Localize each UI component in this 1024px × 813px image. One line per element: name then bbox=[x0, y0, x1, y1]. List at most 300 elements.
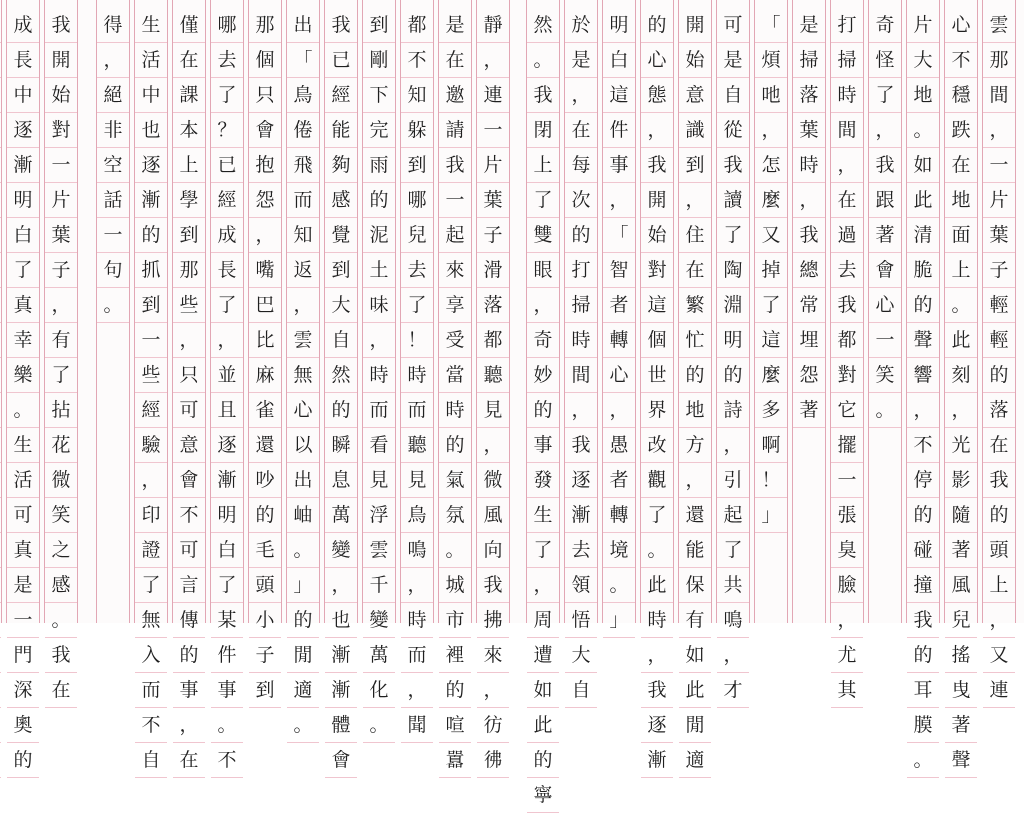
text-cell: ， bbox=[477, 43, 509, 78]
text-cell: 吵 bbox=[249, 463, 281, 498]
text-column bbox=[754, 0, 788, 623]
text-cell: 」 bbox=[287, 568, 319, 603]
text-cell bbox=[0, 743, 1, 778]
text-cell: 此 bbox=[945, 323, 977, 358]
text-cell: 有 bbox=[45, 323, 77, 358]
text-cell: 轉 bbox=[603, 323, 635, 358]
text-cell: 而 bbox=[401, 638, 433, 673]
text-cell: 。 bbox=[945, 288, 977, 323]
text-cell: 埋 bbox=[793, 323, 825, 358]
text-cell: 停 bbox=[907, 463, 939, 498]
text-cell: 然 bbox=[325, 358, 357, 393]
text-cell: 享 bbox=[439, 288, 471, 323]
text-cell: 的 bbox=[135, 218, 167, 253]
text-cell: 言 bbox=[173, 568, 205, 603]
text-cell: 長 bbox=[211, 253, 243, 288]
text-cell: 不 bbox=[907, 428, 939, 463]
text-cell: 煩 bbox=[755, 43, 787, 78]
text-cell: 到 bbox=[249, 673, 281, 708]
text-cell: 起 bbox=[439, 218, 471, 253]
text-cell bbox=[0, 218, 1, 253]
text-cell: 且 bbox=[211, 393, 243, 428]
text-cell: 奇 bbox=[527, 323, 559, 358]
text-cell: 的 bbox=[907, 288, 939, 323]
text-column bbox=[830, 0, 864, 701]
text-column bbox=[248, 0, 282, 701]
text-cell: 風 bbox=[945, 568, 977, 603]
text-cell: 些 bbox=[173, 288, 205, 323]
text-cell: 而 bbox=[363, 393, 395, 428]
text-cell: 去 bbox=[831, 253, 863, 288]
text-cell: 到 bbox=[401, 148, 433, 183]
text-cell: 識 bbox=[679, 113, 711, 148]
text-cell: 大 bbox=[565, 638, 597, 673]
text-cell: 擺 bbox=[831, 428, 863, 463]
text-cell: 共 bbox=[717, 568, 749, 603]
text-cell: 我 bbox=[325, 8, 357, 43]
text-cell: 學 bbox=[173, 183, 205, 218]
text-cell: 我 bbox=[641, 673, 673, 708]
text-cell: 落 bbox=[793, 78, 825, 113]
text-cell: 的 bbox=[439, 428, 471, 463]
text-cell: 驗 bbox=[135, 428, 167, 463]
text-cell: ， bbox=[831, 603, 863, 638]
text-cell: 覺 bbox=[325, 218, 357, 253]
text-cell: 到 bbox=[325, 253, 357, 288]
text-cell: 非 bbox=[97, 113, 129, 148]
text-cell: 彿 bbox=[477, 743, 509, 778]
text-cell: 方 bbox=[679, 428, 711, 463]
text-cell: 事 bbox=[603, 148, 635, 183]
text-cell: 我 bbox=[907, 603, 939, 638]
text-cell: 有 bbox=[679, 603, 711, 638]
text-cell: 一 bbox=[477, 113, 509, 148]
text-cell: 掃 bbox=[793, 43, 825, 78]
text-cell: ， bbox=[603, 183, 635, 218]
text-cell: 我 bbox=[717, 148, 749, 183]
text-cell: 只 bbox=[173, 358, 205, 393]
text-cell: 而 bbox=[287, 183, 319, 218]
text-cell: 看 bbox=[363, 428, 395, 463]
text-cell: 雨 bbox=[363, 148, 395, 183]
text-cell: 聲 bbox=[945, 743, 977, 778]
text-cell: 的 bbox=[907, 498, 939, 533]
text-cell: 白 bbox=[7, 218, 39, 253]
text-cell: 是 bbox=[565, 43, 597, 78]
text-cell: 個 bbox=[249, 43, 281, 78]
text-cell: 樂 bbox=[7, 358, 39, 393]
text-cell: 地 bbox=[679, 393, 711, 428]
text-cell: 話 bbox=[97, 183, 129, 218]
text-cell: 的 bbox=[249, 498, 281, 533]
text-cell: 了 bbox=[7, 253, 39, 288]
text-cell: 悟 bbox=[565, 603, 597, 638]
text-cell: 大 bbox=[325, 288, 357, 323]
text-cell: 萬 bbox=[325, 498, 357, 533]
text-cell: ， bbox=[363, 323, 395, 358]
text-cell: 經 bbox=[135, 393, 167, 428]
text-cell: 的 bbox=[907, 638, 939, 673]
text-cell: ， bbox=[983, 603, 1015, 638]
text-cell bbox=[0, 183, 1, 218]
text-cell: 嘴 bbox=[249, 253, 281, 288]
text-cell: 飛 bbox=[287, 148, 319, 183]
text-cell: 了 bbox=[641, 498, 673, 533]
text-cell: 裡 bbox=[439, 638, 471, 673]
text-cell: 的 bbox=[439, 673, 471, 708]
text-cell: 某 bbox=[211, 603, 243, 638]
text-column bbox=[678, 0, 712, 771]
text-cell: ， bbox=[565, 78, 597, 113]
text-cell: 一 bbox=[97, 218, 129, 253]
text-cell: 息 bbox=[325, 463, 357, 498]
text-cell: 。 bbox=[439, 533, 471, 568]
text-cell: 發 bbox=[527, 463, 559, 498]
text-cell: 微 bbox=[477, 463, 509, 498]
text-cell: 片 bbox=[477, 148, 509, 183]
text-cell bbox=[0, 393, 1, 428]
text-cell: 是 bbox=[717, 43, 749, 78]
text-cell: ， bbox=[793, 183, 825, 218]
text-cell: 吔 bbox=[755, 78, 787, 113]
text-cell: 入 bbox=[135, 638, 167, 673]
text-cell: 還 bbox=[679, 498, 711, 533]
text-cell: 一 bbox=[135, 323, 167, 358]
text-cell: 影 bbox=[945, 463, 977, 498]
text-cell: 在 bbox=[945, 148, 977, 183]
text-cell: 妙 bbox=[527, 358, 559, 393]
text-column bbox=[400, 0, 434, 736]
text-cell: 而 bbox=[135, 673, 167, 708]
text-cell: 始 bbox=[45, 78, 77, 113]
text-cell: 開 bbox=[45, 43, 77, 78]
text-cell: 的 bbox=[717, 358, 749, 393]
text-cell: 不 bbox=[211, 743, 243, 778]
text-cell: 間 bbox=[565, 358, 597, 393]
text-cell: 掃 bbox=[831, 43, 863, 78]
text-cell: 了 bbox=[211, 288, 243, 323]
text-cell: 心 bbox=[287, 393, 319, 428]
text-cell: 而 bbox=[401, 393, 433, 428]
text-cell bbox=[0, 323, 1, 358]
text-cell: 啊 bbox=[755, 428, 787, 463]
text-cell: 響 bbox=[907, 358, 939, 393]
text-cell: ， bbox=[717, 428, 749, 463]
text-cell: 意 bbox=[679, 78, 711, 113]
text-cell: 到 bbox=[135, 288, 167, 323]
text-cell: ， bbox=[97, 43, 129, 78]
text-cell: ， bbox=[755, 113, 787, 148]
text-column bbox=[906, 0, 940, 771]
text-cell: 詩 bbox=[717, 393, 749, 428]
text-cell: 碰 bbox=[907, 533, 939, 568]
text-cell: 境 bbox=[603, 533, 635, 568]
text-cell: 抓 bbox=[135, 253, 167, 288]
text-cell: 事 bbox=[211, 673, 243, 708]
text-cell: 還 bbox=[249, 428, 281, 463]
text-cell: 件 bbox=[603, 113, 635, 148]
text-cell: 這 bbox=[641, 288, 673, 323]
text-cell: 笑 bbox=[869, 358, 901, 393]
text-cell: ， bbox=[907, 393, 939, 428]
text-cell: 。 bbox=[45, 603, 77, 638]
text-cell: 時 bbox=[401, 358, 433, 393]
text-cell: 光 bbox=[945, 428, 977, 463]
text-cell: 者 bbox=[603, 463, 635, 498]
text-cell bbox=[0, 43, 1, 78]
text-cell: 一 bbox=[45, 148, 77, 183]
text-cell: 打 bbox=[565, 253, 597, 288]
text-cell: 巴 bbox=[249, 288, 281, 323]
text-cell: ， bbox=[603, 393, 635, 428]
text-cell: ！ bbox=[755, 463, 787, 498]
text-cell: 。 bbox=[7, 393, 39, 428]
text-cell: 始 bbox=[641, 218, 673, 253]
text-cell: 輕 bbox=[983, 288, 1015, 323]
text-cell: ， bbox=[287, 288, 319, 323]
text-cell: 奧 bbox=[7, 708, 39, 743]
text-cell: 我 bbox=[869, 148, 901, 183]
text-cell: 時 bbox=[641, 603, 673, 638]
text-cell: 我 bbox=[641, 148, 673, 183]
text-cell: 一 bbox=[831, 463, 863, 498]
text-cell: ， bbox=[641, 113, 673, 148]
text-cell: 我 bbox=[831, 288, 863, 323]
text-cell: 明 bbox=[7, 183, 39, 218]
text-cell: 感 bbox=[45, 568, 77, 603]
text-cell: 白 bbox=[211, 533, 243, 568]
text-cell: 靜 bbox=[477, 8, 509, 43]
text-column bbox=[6, 0, 40, 771]
text-cell: 撞 bbox=[907, 568, 939, 603]
text-cell: 怨 bbox=[249, 183, 281, 218]
text-cell: 去 bbox=[401, 253, 433, 288]
text-cell: 會 bbox=[325, 743, 357, 778]
text-cell: 開 bbox=[641, 183, 673, 218]
text-cell: 印 bbox=[135, 498, 167, 533]
text-cell: 對 bbox=[641, 253, 673, 288]
text-cell: 「 bbox=[603, 218, 635, 253]
text-cell: 繁 bbox=[679, 288, 711, 323]
text-cell: 清 bbox=[907, 218, 939, 253]
text-cell: 絕 bbox=[97, 78, 129, 113]
text-cell: 會 bbox=[249, 113, 281, 148]
text-cell: 市 bbox=[439, 603, 471, 638]
text-column bbox=[210, 0, 244, 771]
text-cell: 耳 bbox=[907, 673, 939, 708]
text-cell: 時 bbox=[363, 358, 395, 393]
text-cell: ， bbox=[565, 393, 597, 428]
text-cell: 」 bbox=[603, 603, 635, 638]
text-cell: 轉 bbox=[603, 498, 635, 533]
text-cell: 漸 bbox=[325, 673, 357, 708]
text-cell: 此 bbox=[641, 568, 673, 603]
text-cell: 是 bbox=[439, 8, 471, 43]
text-cell: 在 bbox=[45, 673, 77, 708]
text-cell: 片 bbox=[983, 183, 1015, 218]
text-cell: 笑 bbox=[45, 498, 77, 533]
text-cell: 。 bbox=[641, 533, 673, 568]
text-cell: 真 bbox=[7, 288, 39, 323]
text-cell: 落 bbox=[983, 393, 1015, 428]
text-cell: 適 bbox=[679, 743, 711, 778]
text-cell bbox=[0, 148, 1, 183]
text-cell: 只 bbox=[249, 78, 281, 113]
text-cell: 之 bbox=[45, 533, 77, 568]
text-cell: 逐 bbox=[641, 708, 673, 743]
text-cell: ， bbox=[679, 183, 711, 218]
text-cell: 可 bbox=[173, 393, 205, 428]
text-cell: 事 bbox=[527, 428, 559, 463]
text-cell: 見 bbox=[401, 463, 433, 498]
text-cell: 上 bbox=[945, 253, 977, 288]
text-cell: 尤 bbox=[831, 638, 863, 673]
text-cell: 滑 bbox=[477, 253, 509, 288]
text-cell: 跌 bbox=[945, 113, 977, 148]
text-cell: 不 bbox=[135, 708, 167, 743]
text-cell: 跟 bbox=[869, 183, 901, 218]
text-cell: 開 bbox=[679, 8, 711, 43]
text-cell: 怎 bbox=[755, 148, 787, 183]
text-cell: 脆 bbox=[907, 253, 939, 288]
text-cell: 到 bbox=[173, 218, 205, 253]
text-cell: 漸 bbox=[325, 638, 357, 673]
text-cell: 空 bbox=[97, 148, 129, 183]
text-cell: 當 bbox=[439, 358, 471, 393]
text-cell: 自 bbox=[325, 323, 357, 358]
text-cell: 忙 bbox=[679, 323, 711, 358]
text-cell: 心 bbox=[945, 8, 977, 43]
text-cell: 上 bbox=[173, 148, 205, 183]
text-cell: 出 bbox=[287, 463, 319, 498]
text-cell: 中 bbox=[7, 78, 39, 113]
text-cell: 囂 bbox=[439, 743, 471, 778]
text-column bbox=[982, 0, 1016, 701]
text-cell: ， bbox=[249, 218, 281, 253]
text-cell: 界 bbox=[641, 393, 673, 428]
text-cell: 對 bbox=[831, 358, 863, 393]
text-cell: 。 bbox=[287, 533, 319, 568]
text-cell: 葉 bbox=[477, 183, 509, 218]
text-cell: 才 bbox=[717, 673, 749, 708]
text-column bbox=[362, 0, 396, 736]
text-cell: 智 bbox=[603, 253, 635, 288]
text-cell: 幸 bbox=[7, 323, 39, 358]
text-cell: 風 bbox=[477, 498, 509, 533]
text-cell: 了 bbox=[869, 78, 901, 113]
text-cell: 無 bbox=[287, 358, 319, 393]
text-cell: 知 bbox=[287, 218, 319, 253]
text-cell: 世 bbox=[641, 358, 673, 393]
text-cell: 是 bbox=[793, 8, 825, 43]
text-column bbox=[438, 0, 472, 771]
text-cell: 哪 bbox=[211, 8, 243, 43]
text-cell: 著 bbox=[945, 533, 977, 568]
text-cell: 此 bbox=[679, 673, 711, 708]
text-cell: 句 bbox=[97, 253, 129, 288]
text-cell: 體 bbox=[325, 708, 357, 743]
text-cell: 連 bbox=[983, 673, 1015, 708]
text-cell: 氣 bbox=[439, 463, 471, 498]
text-cell: 兒 bbox=[945, 603, 977, 638]
text-cell: 遭 bbox=[527, 638, 559, 673]
text-cell: 「 bbox=[287, 43, 319, 78]
text-cell: 鳴 bbox=[717, 603, 749, 638]
text-cell: 。 bbox=[211, 708, 243, 743]
text-cell: 頭 bbox=[983, 533, 1015, 568]
text-cell: 見 bbox=[477, 393, 509, 428]
text-cell: 完 bbox=[363, 113, 395, 148]
text-cell: 成 bbox=[7, 8, 39, 43]
text-cell: 來 bbox=[477, 638, 509, 673]
text-cell bbox=[0, 8, 1, 43]
text-cell: 都 bbox=[831, 323, 863, 358]
text-cell: 抱 bbox=[249, 148, 281, 183]
text-cell: 氛 bbox=[439, 498, 471, 533]
text-cell: ， bbox=[831, 148, 863, 183]
text-cell: 花 bbox=[45, 428, 77, 463]
text-cell: 返 bbox=[287, 253, 319, 288]
text-cell: 愚 bbox=[603, 428, 635, 463]
text-cell bbox=[0, 428, 1, 463]
text-cell: 聞 bbox=[401, 708, 433, 743]
text-cell: 。 bbox=[363, 708, 395, 743]
text-cell: 心 bbox=[603, 358, 635, 393]
text-cell: 葉 bbox=[45, 218, 77, 253]
text-cell: 會 bbox=[869, 253, 901, 288]
text-cell: 拈 bbox=[45, 393, 77, 428]
text-cell: 瞬 bbox=[325, 428, 357, 463]
text-cell: 從 bbox=[717, 113, 749, 148]
text-cell: 了 bbox=[135, 568, 167, 603]
text-cell: 件 bbox=[211, 638, 243, 673]
text-cell: 奇 bbox=[869, 8, 901, 43]
text-cell: 證 bbox=[135, 533, 167, 568]
text-cell: 。 bbox=[907, 743, 939, 778]
text-cell: 子 bbox=[983, 253, 1015, 288]
text-cell bbox=[0, 78, 1, 113]
text-cell: 長 bbox=[7, 43, 39, 78]
text-cell: 臭 bbox=[831, 533, 863, 568]
text-cell: 我 bbox=[527, 78, 559, 113]
text-cell: 邀 bbox=[439, 78, 471, 113]
text-cell: 一 bbox=[7, 603, 39, 638]
text-cell: ， bbox=[945, 393, 977, 428]
text-cell: 可 bbox=[173, 533, 205, 568]
text-cell: 逐 bbox=[211, 428, 243, 463]
text-column bbox=[134, 0, 168, 771]
text-cell: 漸 bbox=[7, 148, 39, 183]
text-cell: 在 bbox=[173, 43, 205, 78]
text-cell: 哪 bbox=[401, 183, 433, 218]
text-cell: 落 bbox=[477, 288, 509, 323]
text-cell: 不 bbox=[173, 498, 205, 533]
text-cell: 我 bbox=[477, 568, 509, 603]
text-cell: 片 bbox=[45, 183, 77, 218]
text-cell: 漸 bbox=[641, 743, 673, 778]
text-cell: 拂 bbox=[477, 603, 509, 638]
text-column bbox=[564, 0, 598, 701]
text-cell: 如 bbox=[527, 673, 559, 708]
text-cell: 白 bbox=[603, 43, 635, 78]
text-cell: 聲 bbox=[907, 323, 939, 358]
text-cell: 時 bbox=[793, 148, 825, 183]
text-cell: 張 bbox=[831, 498, 863, 533]
text-cell: ！ bbox=[401, 323, 433, 358]
text-cell: 我 bbox=[793, 218, 825, 253]
text-cell: 那 bbox=[249, 8, 281, 43]
text-cell: 逐 bbox=[135, 148, 167, 183]
